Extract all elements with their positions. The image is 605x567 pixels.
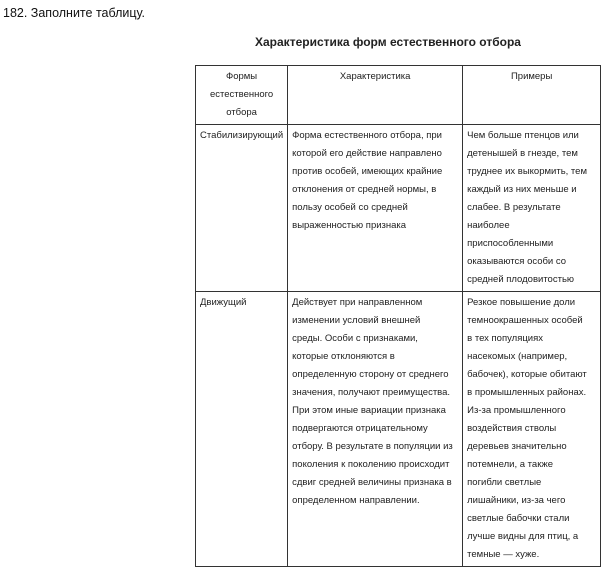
cell-text-line: наиболее — [467, 220, 510, 231]
characteristic-cell — [288, 125, 463, 292]
cell-text-line: подвергаются отрицательному — [292, 423, 428, 434]
cell-text-line: выраженностью признака — [292, 220, 407, 231]
cell-text-line: поколения к поколению происходит — [292, 459, 450, 470]
cell-text-line: Из-за промышленного — [467, 405, 566, 416]
table-row — [196, 125, 601, 292]
cell-text-line: лишайники, из-за чего — [467, 495, 566, 506]
examples-cell — [463, 292, 601, 567]
cell-text-line: Примеры — [510, 71, 553, 82]
cell-text-line: потемнели, а также — [467, 459, 554, 470]
cell-text-line: против особей, имеющих крайние — [292, 166, 443, 177]
task-heading: 182. Заполните таблицу. — [3, 6, 145, 20]
form-cell — [196, 125, 288, 292]
cell-text-line: погибли светлые — [467, 477, 542, 488]
cell-text-line: каждый из них меньше и — [467, 184, 577, 195]
cell-text-line: изменении условий внешней — [292, 315, 421, 326]
cell-text-line: Форма естественного отбора, при — [292, 130, 442, 141]
cell-text-line: определенном направлении. — [292, 495, 420, 506]
cell-text-line: Характеристика — [339, 71, 411, 82]
cell-text-line: значения, получают преимущества. — [292, 387, 451, 398]
cell-text-line: светлые бабочки стали — [467, 513, 570, 524]
cell-text-line: лучше видны для птиц, а — [467, 531, 579, 542]
form-cell — [196, 292, 288, 567]
cell-text-line: насекомых (например, — [467, 351, 568, 362]
cell-text-line: сдвиг средней величины признака в — [292, 477, 452, 488]
cell-text-line: которой его действие направлено — [292, 148, 442, 159]
selection-forms-table — [195, 65, 601, 567]
cell-text-line: среды. Особи с признаками, — [292, 333, 418, 344]
header-examples — [463, 66, 601, 125]
cell-text-line: слабее. В результате — [467, 202, 561, 213]
cell-text-line: отклонения от средней нормы, в — [292, 184, 437, 195]
cell-text-line: Чем больше птенцов или — [467, 130, 579, 141]
cell-text-line: приспособленными — [467, 238, 554, 249]
form-name: Движущий — [200, 297, 247, 308]
cell-text-line: детенышей в гнезде, тем — [467, 148, 578, 159]
cell-text-line: отбора — [226, 107, 257, 118]
cell-text-line: Действует при направленном — [292, 297, 423, 308]
cell-text-line: воздействия стволы — [467, 423, 557, 434]
cell-text-line: Резкое повышение доли — [467, 297, 576, 308]
cell-text-line: отбору. В результате в популяции из — [292, 441, 453, 452]
cell-text-line: в тех популяциях — [467, 333, 543, 344]
cell-text-line: При этом иные вариации признака — [292, 405, 446, 416]
cell-text-line: деревьев значительно — [467, 441, 567, 452]
cell-text-line: естественного — [209, 89, 274, 100]
cell-text-line: в промышленных районах. — [467, 387, 587, 398]
cell-text-line: бабочек), которые обитают — [467, 369, 587, 380]
cell-text-line: пользу особей со средней — [292, 202, 408, 213]
cell-text-line: которые отклоняются в — [292, 351, 395, 362]
cell-text-line: темноокрашенных особей — [467, 315, 583, 326]
table-row — [196, 292, 601, 567]
table-header-row — [196, 66, 601, 125]
examples-cell — [463, 125, 601, 292]
cell-text-line: темные — хуже. — [467, 549, 540, 560]
table-title: Характеристика форм естественного отбора — [255, 35, 521, 49]
form-name: Стабилизирующий — [200, 130, 284, 141]
header-forms — [196, 66, 288, 125]
cell-text-line: определенную сторону от среднего — [292, 369, 449, 380]
cell-text-line: средней плодовитостью — [467, 274, 575, 285]
cell-text-line: оказываются особи со — [467, 256, 567, 267]
characteristic-cell — [288, 292, 463, 567]
header-characteristic — [288, 66, 463, 125]
cell-text-line: Формы — [225, 71, 258, 82]
cell-text-line: труднее их выкормить, тем — [467, 166, 587, 177]
